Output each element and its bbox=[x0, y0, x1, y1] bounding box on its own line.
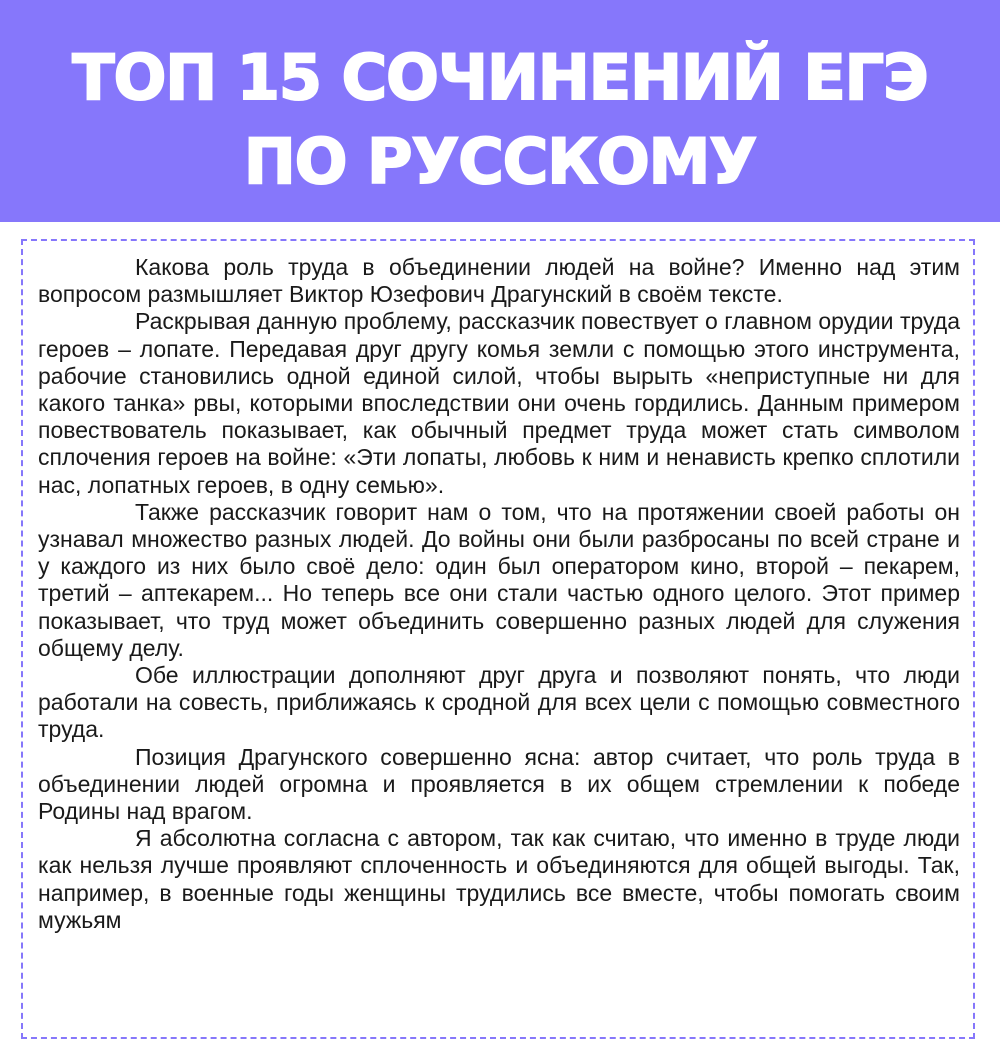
essay-paragraph-2: Раскрывая данную проблему, рассказчик повествует о главном орудии труда героев – лопате. Передавая друг другу комья земли с помощью этого инструмента, рабочие становились одной единой силой, чтобы вырыть «неприступные ни для какого танка» рвы, которыми впоследствии они очень гордились. Данным примером повествователь показывает, как обычный предмет труда может стать символом сплочения героев на войне: «Эти лопаты, любовь к ним и ненависть крепко сплотили нас, лопатных героев, в одну семью». bbox=[38, 308, 960, 498]
banner-title-line-2: ПО РУССКОМУ bbox=[243, 125, 757, 198]
essay-paragraph-1: Какова роль труда в объединении людей на войне? Именно над этим вопросом размышляет Виктор Юзефович Драгунский в своём тексте. bbox=[38, 254, 960, 308]
essay-paragraph-4: Обе иллюстрации дополняют друг друга и позволяют понять, что люди работали на совесть, приближаясь к сродной для всех цели с помощью совместного труда. bbox=[38, 662, 960, 743]
banner-title-line-1: ТОП 15 СОЧИНЕНИЙ ЕГЭ bbox=[72, 41, 928, 114]
title-banner bbox=[0, 0, 1000, 222]
essay-paragraph-6: Я абсолютна согласна с автором, так как считаю, что именно в труде люди как нельзя лучше проявляют сплоченность и объединяются для общей выгоды. Так, например, в военные годы женщины трудились все вместе, чтобы помогать своим мужьям bbox=[38, 825, 960, 933]
essay-paragraph-5: Позиция Драгунского совершенно ясна: автор считает, что роль труда в объединении людей огромна и проявляется в их общем стремлении к победе Родины над врагом. bbox=[38, 743, 960, 825]
essay-paragraph-3: Также рассказчик говорит нам о том, что на протяжении своей работы он узнавал множество разных людей. До войны они были разбросаны по всей стране и у каждого из них было своё дело: один был оператором кино, второй – пекарем, третий – аптекарем... Но теперь все они стали частью одного целого. Этот пример показывает, что труд может объединить совершенно разных людей для служения общему делу. bbox=[38, 498, 960, 661]
essay-text bbox=[38, 254, 960, 934]
